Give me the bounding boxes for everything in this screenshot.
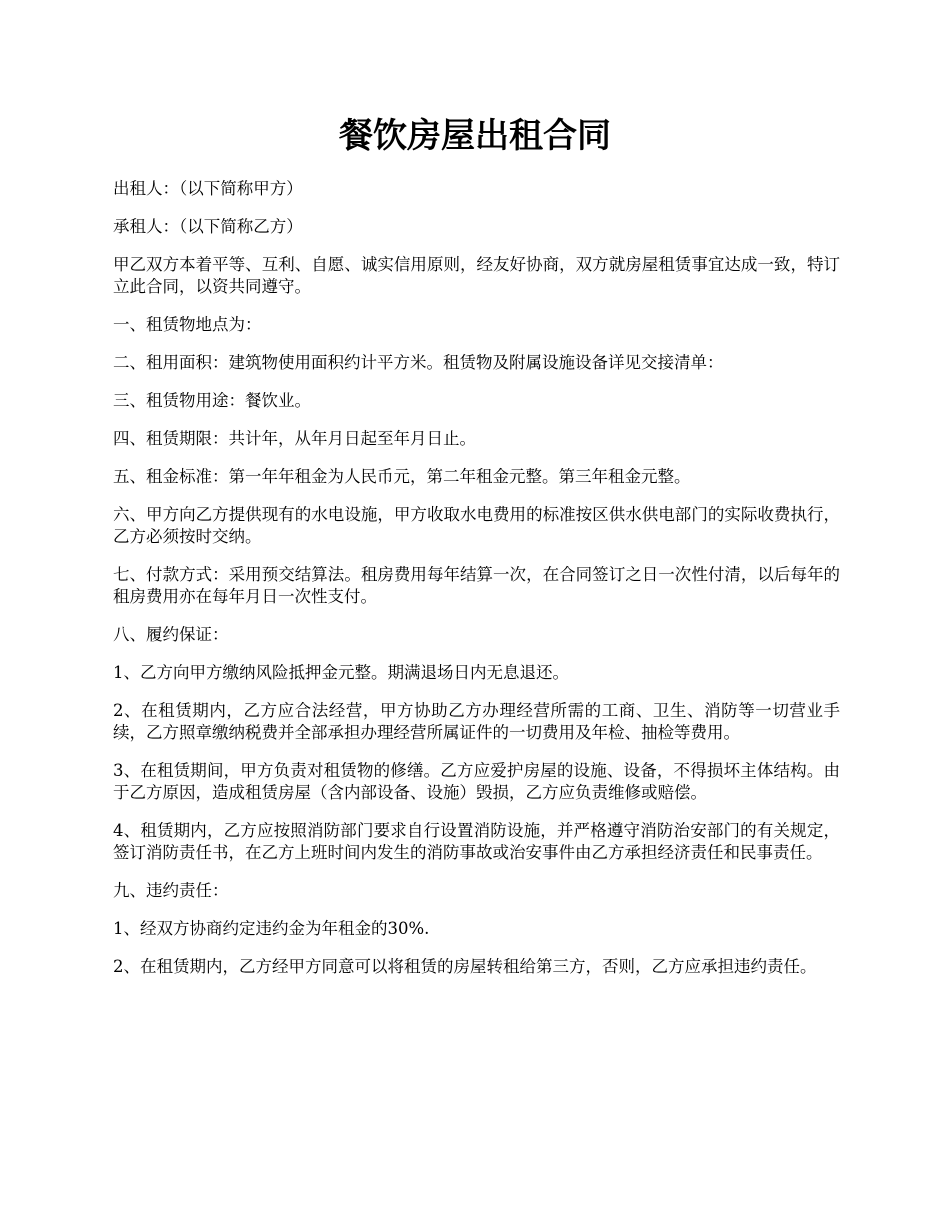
paragraph-clause-8-4: 4、租赁期内，乙方应按照消防部门要求自行设置消防设施，并严格遵守消防治安部门的有关规定，签订消防责任书，在乙方上班时间内发生的消防事故或治安事件由乙方承担经济责任和民事责任。 [113,821,840,862]
paragraph-clause-1: 一、租赁物地点为： [113,315,262,334]
paragraph-clause-9-2: 2、在租赁期内，乙方经甲方同意可以将租赁的房屋转租给第三方，否则，乙方应承担违约责任。 [113,957,817,976]
paragraph-clause-8-2: 2、在租赁期内，乙方应合法经营，甲方协助乙方办理经营所需的工商、卫生、消防等一切营业手续，乙方照章缴纳税费并全部承担办理经营所属证件的一切费用及年检、抽检等费用。 [113,701,840,742]
paragraph-clause-5: 五、租金标准：第一年年租金为人民币元，第二年租金元整。第三年租金元整。 [113,467,691,486]
paragraph-lessor: 出租人：（以下简称甲方） [113,179,303,198]
paragraph-lessee: 承租人：（以下简称乙方） [113,217,303,236]
paragraph-clause-6: 六、甲方向乙方提供现有的水电设施，甲方收取水电费用的标准按区供水供电部门的实际收费执行，乙方必须按时交纳。 [113,505,840,546]
paragraph-clause-8: 八、履约保证： [113,625,229,644]
paragraph-clause-3: 三、租赁物用途：餐饮业。 [113,391,311,410]
paragraph-clause-9: 九、违约责任： [113,881,229,900]
paragraph-clause-9-1: 1、经双方协商约定违约金为年租金的30%. [113,919,430,938]
document-body [113,178,840,994]
paragraph-clause-4: 四、租赁期限：共计年，从年月日起至年月日止。 [113,429,476,448]
paragraph-clause-2: 二、租用面积：建筑物使用面积约计平方米。租赁物及附属设施设备详见交接清单： [113,353,724,372]
paragraph-preamble: 甲乙双方本着平等、互利、自愿、诚实信用原则，经友好协商，双方就房屋租赁事宜达成一致，特订立此合同，以资共同遵守。 [113,255,840,296]
paragraph-clause-8-3: 3、在租赁期间，甲方负责对租赁物的修缮。乙方应爱护房屋的设施、设备，不得损坏主体结构。由于乙方原因，造成租赁房屋（含内部设备、设施）毁损，乙方应负责维修或赔偿。 [113,761,840,802]
document-title: 餐饮房屋出租合同 [339,116,611,156]
paragraph-clause-7: 七、付款方式：采用预交结算法。租房费用每年结算一次，在合同签订之日一次性付清，以后每年的租房费用亦在每年月日一次性支付。 [113,565,840,606]
paragraph-clause-8-1: 1、乙方向甲方缴纳风险抵押金元整。期满退场日内无息退还。 [113,663,569,682]
